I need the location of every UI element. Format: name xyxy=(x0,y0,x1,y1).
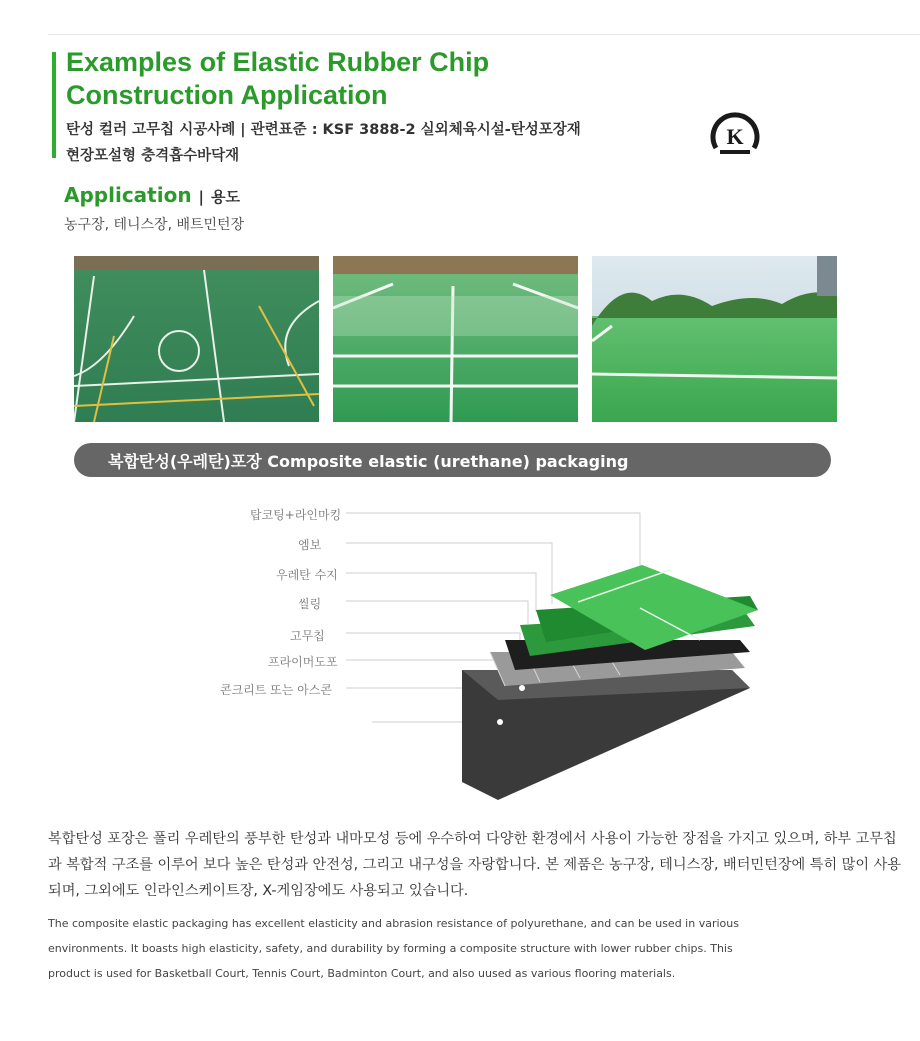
layer-label-sealing: 씰링 xyxy=(298,597,322,611)
application-heading-kr: 용도 xyxy=(211,188,240,206)
layer-label-rubber-chip: 고무칩 xyxy=(290,629,325,643)
layer-label-emboss: 엠보 xyxy=(298,538,322,552)
description-english-line-3: product is used for Basketball Court, Tennis Court, Badminton Court, and also uused as various flooring materials. xyxy=(48,967,676,980)
section-banner-text: 복합탄성(우레탄)포장 Composite elastic (urethane) packaging xyxy=(108,452,629,471)
application-heading xyxy=(64,183,240,207)
description-english xyxy=(48,911,908,986)
layer-label-primer: 프라이머도포 xyxy=(268,655,338,669)
title-line-2: Construction Application xyxy=(66,80,388,110)
header-divider xyxy=(48,34,920,35)
title-line-1: Examples of Elastic Rubber Chip xyxy=(66,47,490,77)
ks-certification-icon xyxy=(708,110,762,164)
page-title xyxy=(66,46,489,112)
layer-label-concrete: 콘크리트 또는 아스콘 xyxy=(220,683,332,697)
application-heading-en: Application xyxy=(64,183,192,207)
application-uses: 농구장, 테니스장, 배트민턴장 xyxy=(64,217,245,233)
standard-line: 탄성 컬러 고무칩 시공사례 | 관련표준 : KSF 3888-2 실외체육시설-탄성포장재 xyxy=(66,122,581,138)
application-heading-separator: | xyxy=(198,188,205,206)
layer-cross-section-diagram xyxy=(340,500,770,810)
photo-badminton-court xyxy=(333,256,578,422)
standard-line-2: 현장포설형 충격흡수바닥재 xyxy=(66,148,240,164)
title-accent-bar xyxy=(52,52,56,158)
description-korean: 복합탄성 포장은 폴리 우레탄의 풍부한 탄성과 내마모성 등에 우수하여 다양한 환경에서 사용이 가능한 장점을 가지고 있으며, 하부 고무칩과 복합적 구조를 이루어 보다 높은 탄성과 안전성, 그리고 내구성을 자랑합니다. 본 제품은 농구장, 테니스장, 배터민턴장에 특히 많이 사용되며, 그외에도 인라인스케이트장, X-게임장에도 사용되고 있습니다. xyxy=(48,831,902,899)
photo-outdoor-court xyxy=(592,256,837,422)
description-english-line-1: The composite elastic packaging has excellent elasticity and abrasion resistance of polyurethane, and can be used in various xyxy=(48,917,739,930)
ks-mark-letter: K xyxy=(726,124,744,149)
layer-label-top-coating: 탑코팅+라인마킹 xyxy=(250,508,342,522)
layer-label-urethane-resin: 우레탄 수지 xyxy=(276,568,338,582)
photo-basketball-court xyxy=(74,256,319,422)
description-english-line-2: environments. It boasts high elasticity, safety, and durability by forming a composite structure with lower rubber chips. This xyxy=(48,942,733,955)
